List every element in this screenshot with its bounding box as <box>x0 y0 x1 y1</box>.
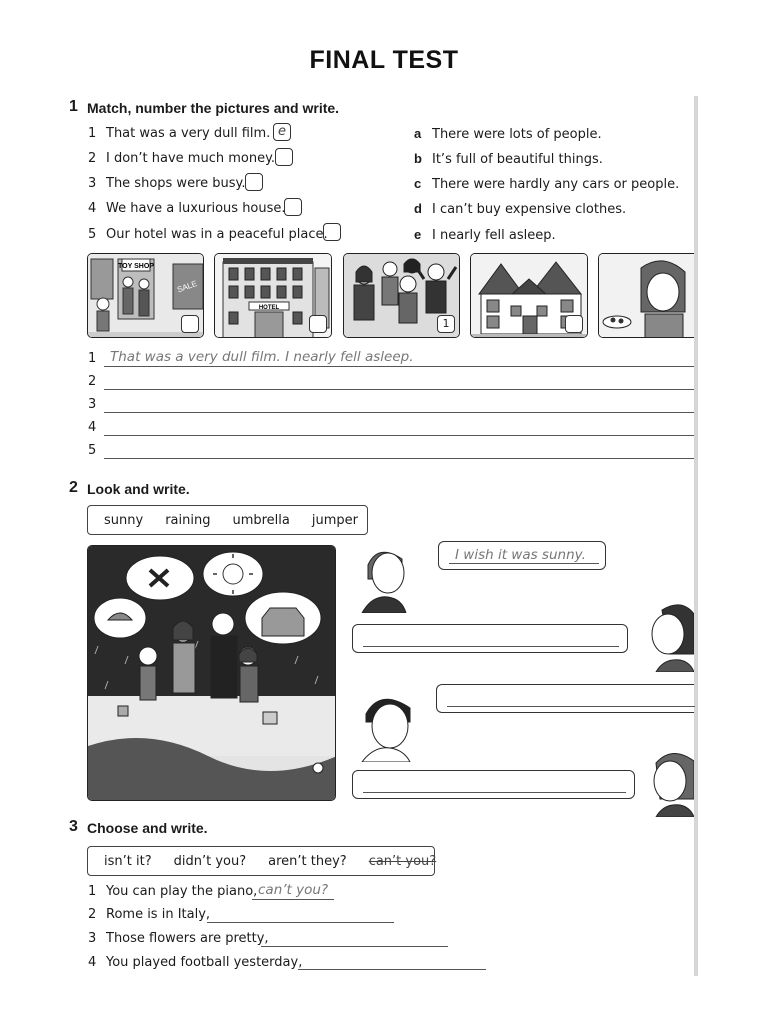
match-answer-box[interactable] <box>284 198 302 216</box>
tag-word-item-used: can’t you? <box>368 853 437 869</box>
write-line[interactable] <box>252 899 334 900</box>
match-right-item: b It’s full of beautiful things. <box>414 151 603 167</box>
write-line-number: 5 <box>88 443 97 458</box>
word-bank-item: sunny <box>104 512 144 528</box>
write-line[interactable] <box>449 563 599 564</box>
tag-word-item: isn’t it? <box>104 853 152 869</box>
write-line[interactable] <box>261 946 448 947</box>
write-line[interactable] <box>104 412 694 413</box>
section-2-number: 2 <box>69 479 78 496</box>
picture-number-box[interactable] <box>565 315 583 333</box>
write-line-number: 1 <box>88 351 97 366</box>
question-tag-item: 2 Rome is in Italy, <box>88 907 211 922</box>
speech-bubble-answer: I wish it was sunny. <box>455 547 586 563</box>
family-beach-picture <box>87 545 336 801</box>
toy-shop-sign: TOY SHOP <box>118 263 154 270</box>
speech-bubble <box>438 541 606 570</box>
write-line[interactable] <box>447 706 695 707</box>
write-line[interactable] <box>207 922 394 923</box>
write-line[interactable] <box>363 792 626 793</box>
write-line[interactable] <box>104 366 694 367</box>
question-tag-answer: can’t you? <box>258 882 329 898</box>
match-answer-box[interactable]: e <box>273 123 291 141</box>
write-line-number: 2 <box>88 374 97 389</box>
section-3-heading: Choose and write. <box>87 820 208 836</box>
speech-bubble <box>352 624 628 653</box>
write-line[interactable] <box>104 458 694 459</box>
hotel-sign: HOTEL <box>258 305 280 311</box>
write-line-number: 3 <box>88 397 97 412</box>
write-line[interactable] <box>104 435 694 436</box>
match-answer-box[interactable] <box>245 173 263 191</box>
word-bank <box>87 505 368 535</box>
match-answer-box[interactable] <box>275 148 293 166</box>
picture-number-box[interactable] <box>181 315 199 333</box>
match-right-item: a There were lots of people. <box>414 126 602 142</box>
match-answer-box[interactable] <box>323 223 341 241</box>
picture-number-box[interactable]: 1 <box>437 315 455 333</box>
match-left-item: 3 The shops were busy. <box>88 176 246 191</box>
match-right-item: c There were hardly any cars or people. <box>414 176 680 192</box>
tag-word-bank <box>87 846 435 876</box>
boy-head-1 <box>358 543 412 613</box>
section-3-number: 3 <box>69 818 78 835</box>
hotel-picture <box>214 253 332 338</box>
write-line-answer: That was a very dull film. I nearly fell asleep. <box>110 349 414 365</box>
match-left-item: 5 Our hotel was in a peaceful place. <box>88 227 328 242</box>
write-line-number: 4 <box>88 420 97 435</box>
match-left-item: 4 We have a luxurious house. <box>88 201 286 216</box>
girl-head-2 <box>646 745 694 817</box>
section-2-heading: Look and write. <box>87 481 190 497</box>
page-title: FINAL TEST <box>309 46 459 74</box>
sale-sign: SALE <box>175 278 199 295</box>
boy-head-2 <box>358 690 418 762</box>
section-1-heading: Match, number the pictures and write. <box>87 100 340 116</box>
girl-coins-picture <box>598 253 694 338</box>
speech-bubble <box>436 684 694 713</box>
write-line[interactable] <box>363 646 619 647</box>
page-edge-shadow <box>694 96 698 976</box>
tag-word-item: didn’t you? <box>173 853 247 869</box>
girl-head-1 <box>646 600 694 672</box>
section-1-number: 1 <box>69 98 78 115</box>
match-right-item: e I nearly fell asleep. <box>414 227 556 243</box>
shop-street-picture <box>87 253 204 338</box>
picture-number-box[interactable] <box>309 315 327 333</box>
word-bank-item: umbrella <box>232 512 290 528</box>
question-tag-item: 4 You played football yesterday, <box>88 955 303 970</box>
write-line[interactable] <box>104 389 694 390</box>
cinema-audience-picture <box>343 253 460 338</box>
speech-bubble <box>352 770 635 799</box>
write-line[interactable] <box>298 969 486 970</box>
house-picture <box>470 253 588 338</box>
match-left-item: 2 I don’t have much money. <box>88 151 276 166</box>
word-bank-item: raining <box>165 512 211 528</box>
question-tag-item: 1 You can play the piano, <box>88 884 258 899</box>
tag-word-item: aren’t they? <box>268 853 347 869</box>
question-tag-item: 3 Those flowers are pretty, <box>88 931 269 946</box>
match-left-item: 1 That was a very dull film. <box>88 126 271 141</box>
match-right-item: d I can’t buy expensive clothes. <box>414 201 627 217</box>
word-bank-item: jumper <box>311 512 358 528</box>
